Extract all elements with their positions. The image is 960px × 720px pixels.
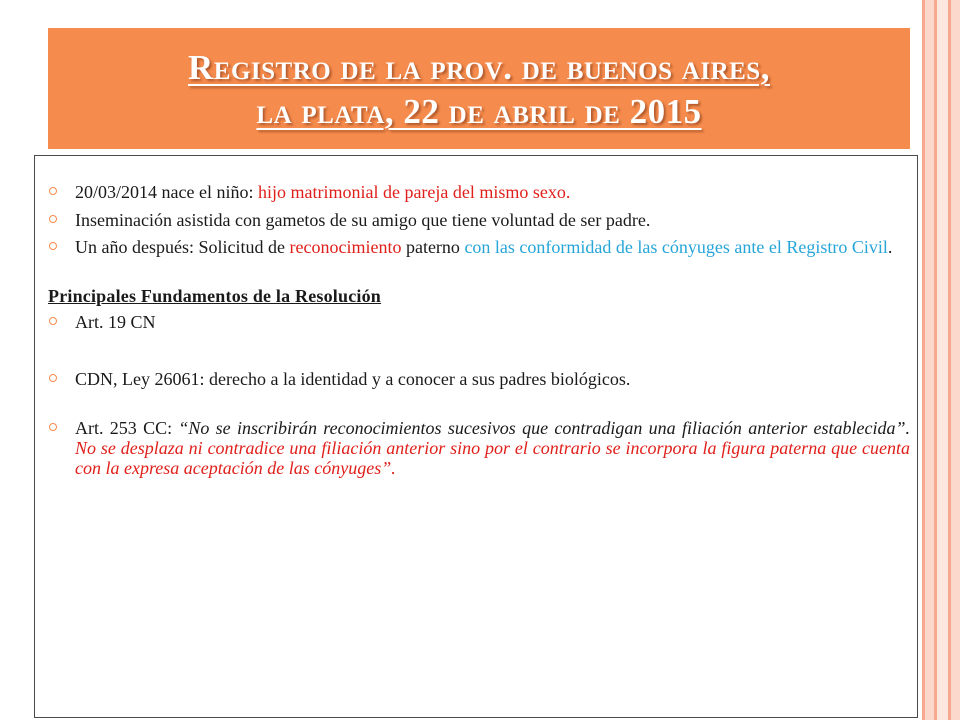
fundamento-3-quote: “No se inscribirán reconocimientos sucesivos que contradigan una filiación anterior establecida”. [178,418,910,438]
slide-body [48,182,910,478]
list-item [48,237,910,257]
list-item [48,210,910,230]
bullet-icon [49,242,57,250]
list-item [48,418,910,478]
decorative-side-stripes [918,0,960,720]
fact-1-text: 20/03/2014 nace el niño: [75,182,258,202]
fact-3-red: reconocimiento [289,237,402,257]
fact-1-highlight: hijo matrimonial de pareja del mismo sexo. [257,182,571,202]
fundamento-1-text: Art. 19 CN [75,312,156,332]
bullet-icon [49,317,57,325]
facts-list [48,182,910,257]
section-heading: Principales Fundamentos de la Resolución [48,286,382,306]
fundamento-3-text: Art. 253 CC: [75,418,179,438]
fact-2-text: Inseminación asistida con gametos de su amigo que tiene voluntad de ser padre. [75,210,651,230]
fundamento-2-text: CDN, Ley 26061: derecho a la identidad y a conocer a sus padres biológicos. [75,369,631,389]
bullet-icon [49,215,57,223]
slide-title-line-1: Registro de la prov. de buenos aires, [188,47,770,87]
fundamento-3-highlight: No se desplaza ni contradice una filiación anterior sino por el contrario se incorpora la figura paterna que cuenta con la expresa aceptación de las cónyuges”. [75,438,910,478]
bullet-icon [49,374,57,382]
list-item [48,369,910,389]
fact-3-end: . [887,237,893,257]
title-banner [48,28,910,149]
bullet-icon [49,423,57,431]
list-item [48,312,910,332]
slide-title-line-2: la plata, 22 de abril de 2015 [256,91,702,131]
bullet-icon [49,187,57,195]
fundamentos-list [48,312,910,478]
fact-3-blue: con las conformidad de las cónyuges ante el Registro Civil [464,237,888,257]
list-item [48,182,910,202]
fact-3-mid: paterno [401,237,465,257]
fact-3-text: Un año después: Solicitud de [75,237,290,257]
